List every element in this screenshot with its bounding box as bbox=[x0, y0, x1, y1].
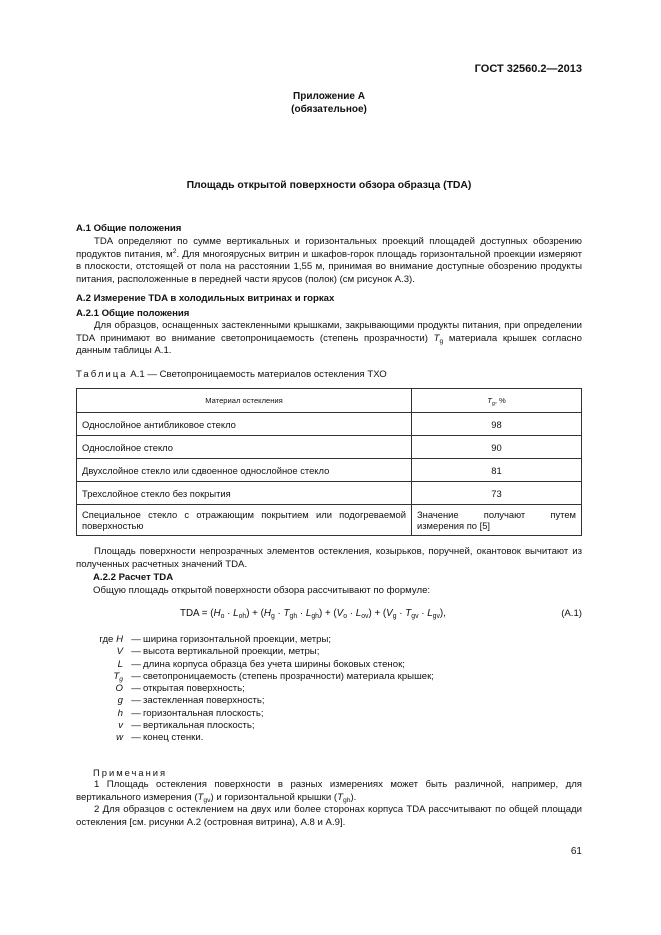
table-cell-value: Значение получают путем измерения по [5] bbox=[412, 505, 582, 536]
a21-text-part1: Для образцов, оснащенных застекленными крышками, закрывающими продукты питания, при определении TDA принимают во внимание светопроницаемость (степень прозрачности) bbox=[76, 320, 582, 344]
annex-title: Приложение А bbox=[293, 91, 365, 102]
table-cell-material: Специальное стекло с отражающим покрытием или подогреваемой поверхностью bbox=[77, 505, 412, 536]
legend-where: где bbox=[99, 634, 114, 645]
after-table-paragraph bbox=[76, 546, 582, 571]
header-tg-unit: , % bbox=[494, 396, 506, 405]
table-cell-value: 90 bbox=[412, 436, 582, 459]
table-cell-value: 73 bbox=[412, 482, 582, 505]
section-a1-heading: А.1 Общие положения bbox=[76, 223, 182, 234]
legend-symbol-sub: g bbox=[119, 675, 123, 683]
legend-desc: длина корпуса образца без учета ширины боковых стенок; bbox=[143, 658, 405, 670]
legend-item: g — застекленная поверхность; bbox=[76, 695, 582, 707]
header-tg-symbol: T bbox=[487, 396, 492, 405]
table-cell-material: Двухслойное стекло или сдвоенное однослойное стекло bbox=[77, 459, 412, 482]
legend-item: v — вертикальная плоскость; bbox=[76, 720, 582, 732]
note-2 bbox=[76, 804, 582, 829]
standard-number: ГОСТ 32560.2—2013 bbox=[474, 63, 582, 75]
legend-symbol: H bbox=[116, 634, 123, 645]
a21-text-part2: материала крышек согласно данным таблицы А.1. bbox=[76, 332, 583, 356]
note-1-part1: 1 Площадь остекления поверхности в разных измерениях может быть различной, например, для вертикального измерения ( bbox=[76, 779, 582, 803]
table-row bbox=[77, 482, 582, 505]
formula-number: (А.1) bbox=[561, 608, 582, 619]
legend-desc: вертикальная плоскость; bbox=[143, 720, 255, 732]
note-1-sub2: gh bbox=[342, 796, 351, 804]
after-table-text: Площадь поверхности непрозрачных элементов остекления, козырьков, поручней, окантовок вычитают из полученных расчетных значений TDA. bbox=[76, 546, 582, 570]
section-a22-intro: Общую площадь открытой поверхности обзора рассчитывают по формуле: bbox=[93, 585, 431, 596]
legend-desc: открытая поверхность; bbox=[143, 683, 245, 695]
table-cell-material: Однослойное стекло bbox=[77, 436, 412, 459]
legend-symbol: O bbox=[115, 683, 123, 695]
a1-superscript: 2 bbox=[172, 247, 177, 255]
table-cell-material: Однослойное антибликовое стекло bbox=[77, 413, 412, 436]
legend-item: $T_g$ — светопроницаемость (степень прозрачности) материала крышек; bbox=[76, 671, 582, 683]
table-header-row bbox=[77, 389, 582, 413]
note-2-text: 2 Для образцов с остеклением на двух или более сторонах корпуса TDA рассчитывают по общей площади остекления [см. рисунки А.2 (островная витрина), А.8 и А.9]. bbox=[76, 804, 582, 828]
note-1: 1 Площадь остекления поверхности в разных измерениях может быть различной, например, для вертикального измерения $(T_{gv})$ и горизонтальной крышки $(T_{gh})$. bbox=[76, 779, 582, 804]
table-caption bbox=[76, 369, 387, 380]
legend-item: w — конец стенки. bbox=[76, 732, 582, 744]
legend-symbol: T bbox=[113, 670, 120, 682]
legend-desc: застекленная поверхность; bbox=[143, 695, 265, 707]
notes-heading: Примечания bbox=[93, 767, 168, 778]
a1-text-part1: TDA определяют по сумме вертикальных и горизонтальных проекций площадей доступных обозрению продуктов питания, м bbox=[76, 236, 582, 260]
note-1-part2: ) и горизонтальной крышки ( bbox=[210, 791, 338, 803]
table-row bbox=[77, 436, 582, 459]
table-cell-material: Трехслойное стекло без покрытия bbox=[77, 482, 412, 505]
formula-legend bbox=[76, 634, 582, 745]
legend-desc: ширина горизонтальной проекции, метры; bbox=[143, 634, 332, 645]
legend-symbol: g bbox=[117, 695, 123, 707]
a21-symbol: T bbox=[433, 332, 440, 344]
section-a21-heading: А.2.1 Общие положения bbox=[76, 308, 190, 319]
a1-text-part2: . Для многоярусных витрин и шкафов-горок площадь горизонтальной проекции измеряют в плоскости, отстоящей от пола на расстоянии 1,55 м, принимая во внимание доступные обозрению продукты питания, расположенные в передней части ярусов (полок) (см рисунок А.3). bbox=[76, 248, 582, 285]
legend-desc: конец стенки. bbox=[143, 732, 204, 744]
section-a1-paragraph bbox=[76, 236, 582, 286]
header-tg bbox=[412, 389, 582, 413]
note-1-sub1: gv bbox=[203, 796, 211, 804]
table-cell-value: 98 bbox=[412, 413, 582, 436]
table-row bbox=[77, 413, 582, 436]
annex-status: (обязательное) bbox=[291, 104, 367, 115]
table-caption-label: Таблица bbox=[76, 369, 128, 380]
legend-symbol: h bbox=[117, 707, 123, 719]
legend-desc: высота вертикальной проекции, метры; bbox=[143, 646, 320, 658]
header-material: Материал остекления bbox=[77, 389, 412, 413]
glazing-table bbox=[76, 388, 582, 536]
table-cell-value: 81 bbox=[412, 459, 582, 482]
legend-symbol: w bbox=[116, 732, 123, 744]
a21-symbol-sub: g bbox=[439, 337, 444, 345]
legend-item: h — горизонтальная плоскость; bbox=[76, 708, 582, 720]
legend-item: O — открытая поверхность; bbox=[76, 683, 582, 695]
section-a22-heading: А.2.2 Расчет TDA bbox=[93, 572, 174, 583]
note-1-part3: ). bbox=[350, 791, 357, 803]
legend-desc: светопроницаемость (степень прозрачности) материала крышек; bbox=[143, 670, 434, 682]
legend-symbol: v bbox=[118, 720, 123, 732]
section-a21-paragraph bbox=[76, 320, 582, 358]
table-row bbox=[77, 505, 582, 536]
legend-desc: горизонтальная плоскость; bbox=[143, 707, 264, 719]
legend-symbol: V bbox=[116, 646, 123, 658]
legend-item: V — высота вертикальной проекции, метры; bbox=[76, 646, 582, 658]
legend-symbol: L bbox=[117, 658, 123, 670]
main-title: Площадь открытой поверхности обзора образца (TDA) bbox=[186, 180, 472, 191]
section-a2-heading: А.2 Измерение TDA в холодильных витринах и горках bbox=[76, 293, 335, 304]
page-number: 61 bbox=[570, 846, 582, 857]
header-tg-sub: g bbox=[491, 401, 495, 407]
legend-item: L — длина корпуса образца без учета ширины боковых стенок; bbox=[76, 659, 582, 671]
formula-tda: TDA = $(H_o \cdot L_{oh}) + (H_g \cdot T_{gh} \cdot L_{gh}) + (V_o \cdot L_{ov}) + (V_g \cdot T_{gv} \cdot L_{gv})$, bbox=[180, 608, 446, 620]
table-row bbox=[77, 459, 582, 482]
table-caption-text: А.1 — Светопроницаемость материалов остекления ТХО bbox=[130, 369, 387, 380]
legend-item: где H — ширина горизонтальной проекции, метры; bbox=[76, 634, 582, 646]
